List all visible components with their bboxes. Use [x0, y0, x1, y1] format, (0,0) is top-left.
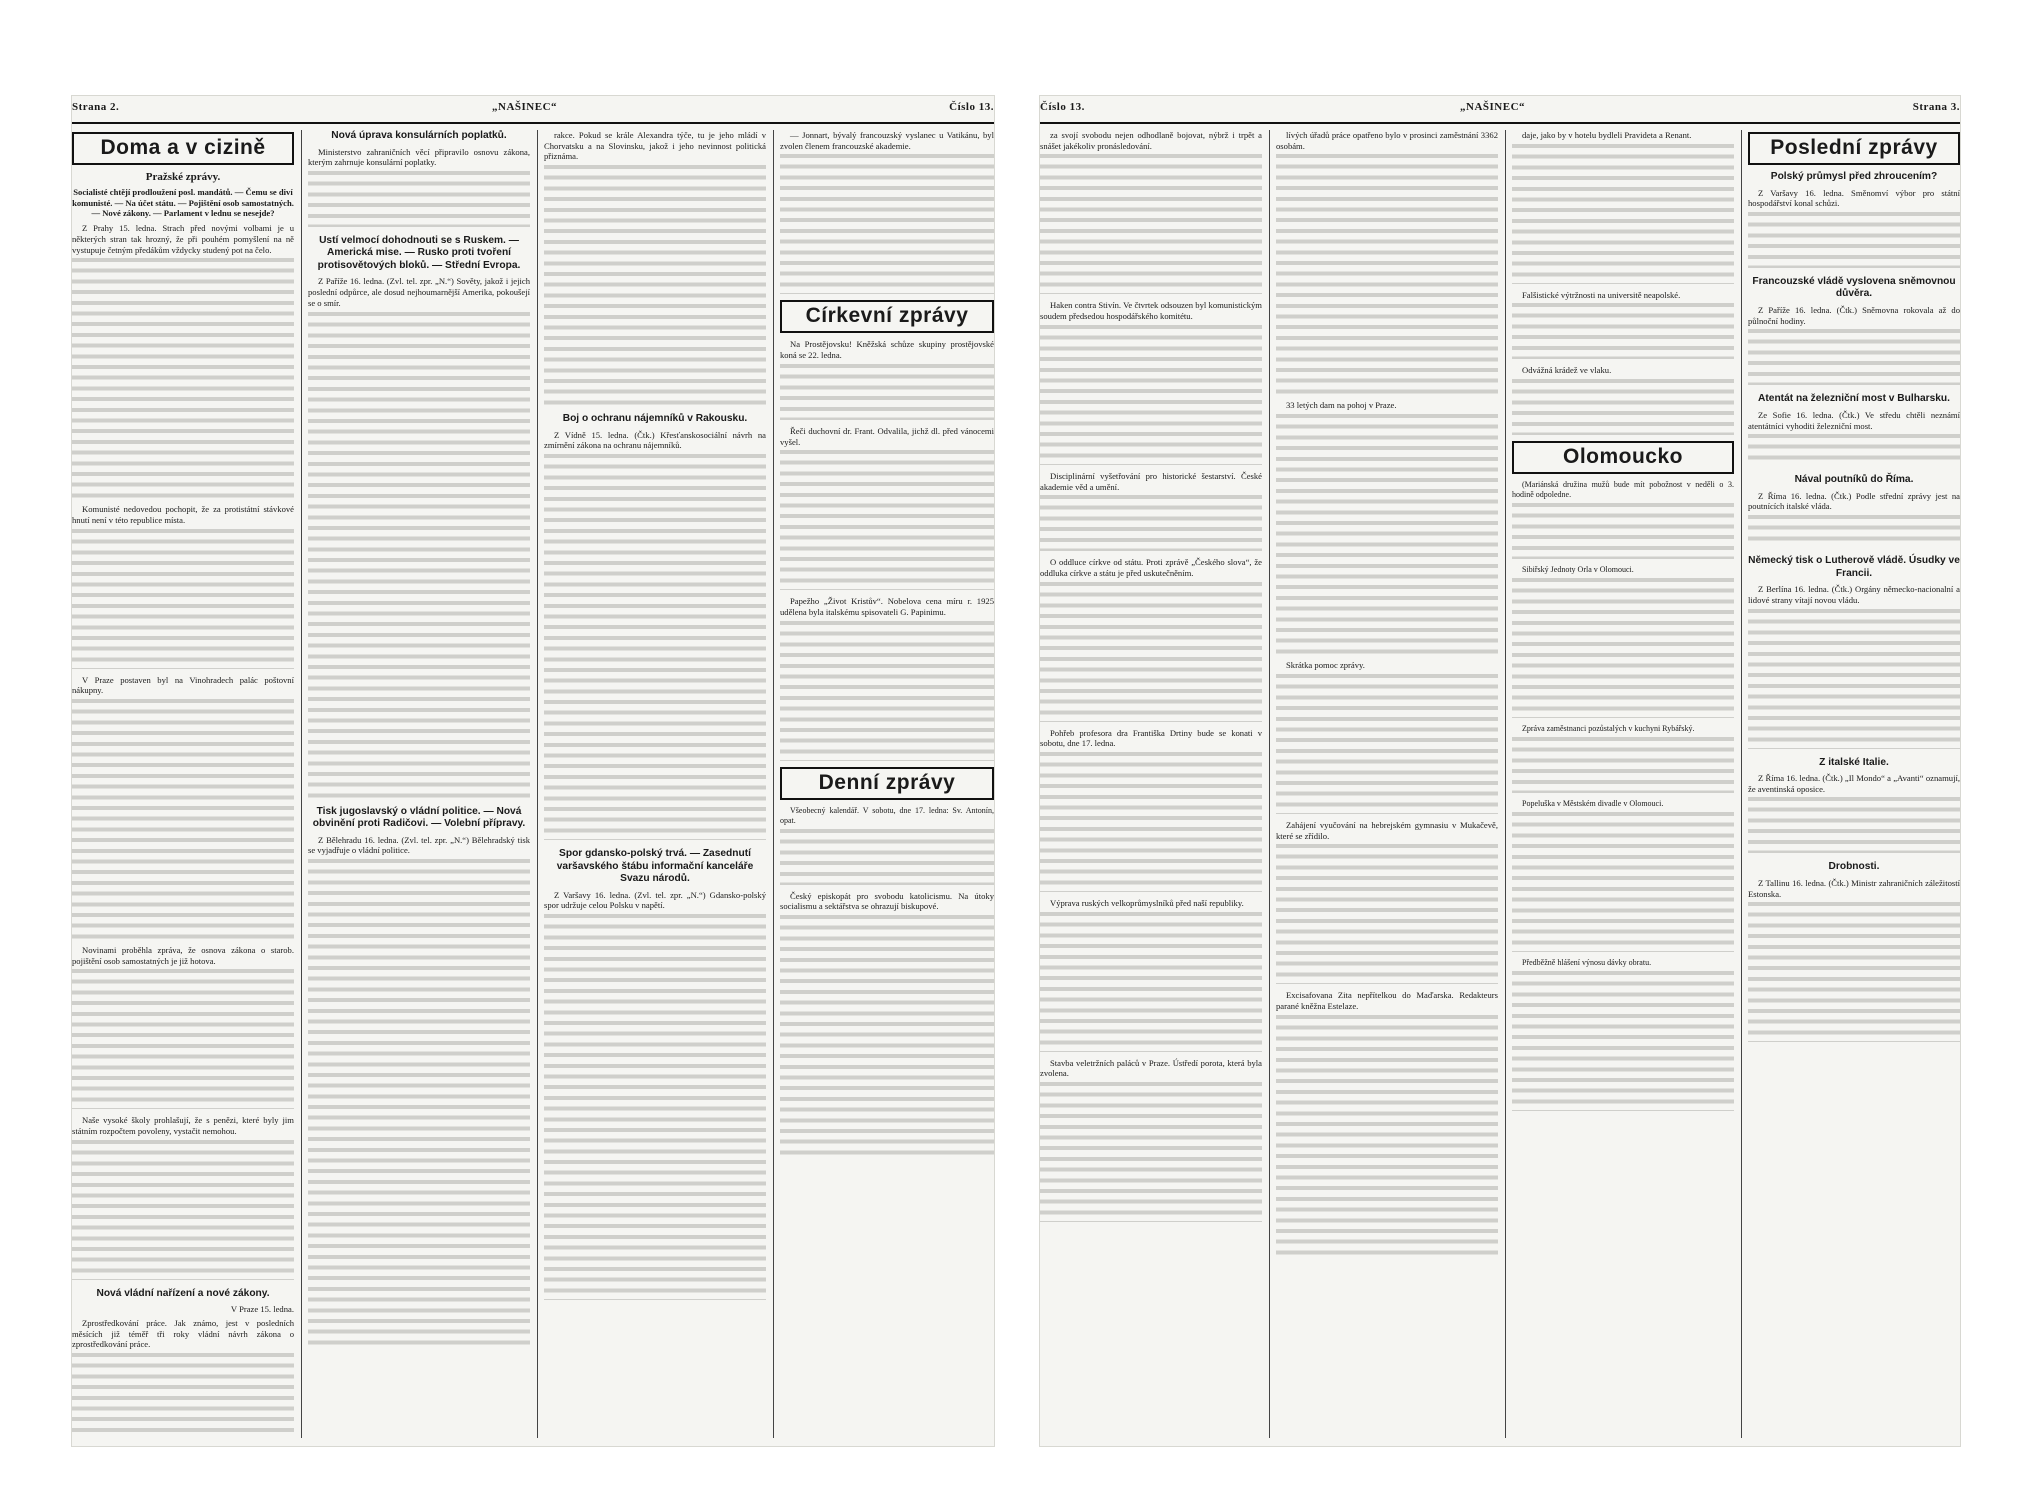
article-paragraph: Zprostředkování práce. Jak známo, jest v posledních měsících již téměř tři roky vládní návrh zákona o zprostředkování práce. [72, 1318, 294, 1350]
body-text [1040, 1082, 1262, 1222]
body-text [544, 1160, 766, 1300]
column-divider [1505, 130, 1506, 1438]
headline-nova-vladni-narizeni: Nová vládní nařízení a nové zákony. [96, 1287, 270, 1299]
column-divider [301, 130, 302, 1438]
column-divider [537, 130, 538, 1438]
body-text [1040, 154, 1262, 294]
body-text [1748, 609, 1960, 749]
article-paragraph: lívých úřadů práce opatřeno bylo v prosinci zaměstnání 3362 osobám. [1276, 130, 1498, 151]
left-column-4 [780, 130, 994, 1438]
article-paragraph: Z Tallinu 16. ledna. (Čtk.) Ministr zahraničních záležitostí Estonska. [1748, 877, 1960, 899]
section-title-posledni-zpravy: Poslední zprávy [1748, 132, 1960, 165]
article-paragraph: Z Berlína 16. ledna. (Čtk.) Orgány německo-nacionalní a lidové strany vítají novou vládu. [1748, 584, 1960, 605]
body-text [544, 914, 766, 1154]
left-running-head [72, 96, 994, 118]
body-text [72, 1353, 294, 1438]
body-text [1040, 912, 1262, 1052]
left-column-3 [544, 130, 766, 1438]
article-paragraph: Z Vídně 15. ledna. (Čtk.) Křesťanskosociální návrh na zmírnění zákona na ochranu nájemníků. [544, 429, 766, 451]
body-text [544, 165, 766, 405]
article-paragraph: Popeluška v Městském divadle v Olomouci. [1522, 799, 1664, 809]
article-paragraph: Ze Sofie 16. ledna. (Čtk.) Ve středu chtěli neznámí atentátníci vyhoditi železniční most. [1748, 409, 1960, 431]
article-paragraph: O oddluce církve od státu. Proti zprávě „Českého slova“, že oddluka církve a státu je před uskutečněním. [1040, 557, 1262, 578]
body-text [308, 171, 530, 227]
headline-polsky-prumysl: Polský průmysl před zhroucením? [1770, 171, 1938, 182]
body-text [1512, 503, 1734, 559]
headline-konsularni-poplatky: Nová úprava konsulárních poplatků. [331, 130, 507, 141]
section-title-doma-a-v-cizine: Doma a v cizině [72, 132, 294, 165]
article-paragraph: Skrátka pomoc zprávy. [1286, 660, 1365, 671]
column-divider [1741, 130, 1742, 1438]
headline-z-italske-italie: Z italské Italie. [1819, 756, 1889, 768]
headline-atentat-v-bulharsku: Atentát na železniční most v Bulharsku. [1758, 393, 1950, 405]
body-text [544, 700, 766, 840]
article-paragraph: — Jonnart, bývalý francouzský vyslanec u Vatikánu, byl zvolen členem francouzské akademie. [780, 130, 994, 151]
article-paragraph: Na Prostějovsku! Kněžská schůze skupiny prostějovské koná se 22. ledna. [780, 339, 994, 361]
article-lede: Socialisté chtějí prodloužení posl. mandátů. — Čemu se diví komunisté. — Na účet státu. — Pojištění osob samostatných. — Nové zákony. — Parlament v lednu se nesejde? [72, 187, 294, 219]
left-page [72, 96, 994, 1446]
headline-tisk-jugoslavsky: Tisk jugoslavský o vládní politice. — Nová obvinění proti Radičovi. — Volební přípravy. [312, 805, 526, 830]
body-text [544, 454, 766, 694]
body-text [1276, 844, 1498, 984]
headline-francouzske-vlade-duvera: Francouzské vládě vyslovena sněmovnou důvěra. [1752, 275, 1956, 300]
article-paragraph: Z Paříže 16. ledna. (Zvl. tel. zpr. „N.“) Sověty, jakož i jejich poslední odpůrce, ale dosud nejhoumarnější Amerika, pokoušejí se o smír. [308, 276, 530, 308]
body-text [72, 258, 294, 498]
section-title-olomoucko: Olomoucko [1512, 441, 1734, 474]
body-text [1040, 495, 1262, 551]
article-paragraph: Z Paříže 16. ledna. (Čtk.) Sněmovna rokovala až do půlnoční hodiny. [1748, 304, 1960, 326]
right-page [1040, 96, 1960, 1446]
article-paragraph: Řeči duchovní dr. Frant. Odvalila, jichž dl. před vánocemi vyšel. [780, 425, 994, 447]
body-text [1512, 303, 1734, 359]
body-text [1748, 515, 1960, 547]
headline-naval-poutniku: Nával poutníků do Říma. [1794, 474, 1914, 486]
body-text [780, 154, 994, 294]
article-paragraph: Všeobecný kalendář. V sobotu, dne 17. ledna: Sv. Antonín, opat. [780, 805, 994, 825]
left-page-label: Strana 2. [72, 101, 120, 113]
right-head-rule [1040, 122, 1960, 124]
article-paragraph: daje, jako by v hotelu bydleli Pravideta a Renant. [1522, 130, 1692, 140]
body-text [1512, 379, 1734, 435]
section-title-denni-zpravy: Denní zprávy [780, 767, 994, 800]
right-page-label: Strana 3. [1912, 101, 1960, 113]
article-paragraph: Disciplinární vyšetřování pro historické šestarství. České akademie věd a umění. [1040, 470, 1262, 492]
headline-usti-velmoci-s-ruskem: Ustí velmocí dohodnouti se s Ruskem. — Americká mise. — Rusko proti tvoření protisovětových bloků. — Střední Evropa. [317, 234, 521, 271]
body-text [1276, 1015, 1498, 1255]
body-text [1276, 414, 1498, 654]
article-paragraph: Výprava ruských velkoprůmyslníků před naší republiky. [1050, 898, 1244, 909]
right-column-4 [1748, 130, 1960, 1438]
body-text [72, 1140, 294, 1280]
article-paragraph: Komunisté nedovedou pochopit, že za protistátní stávkové hnutí není v této republice místa. [72, 504, 294, 525]
headline-spor-gdansko-polsky: Spor gdansko-polský trvá. — Zasednutí varšavského štábu informační kanceláře Svazu národů. [556, 848, 754, 885]
body-text [1512, 737, 1734, 793]
body-text [1040, 325, 1262, 465]
left-head-rule [72, 122, 994, 124]
body-text [72, 969, 294, 1109]
left-column-2 [308, 130, 530, 1438]
body-text [780, 364, 994, 420]
body-text [308, 1105, 530, 1345]
body-text [1040, 582, 1262, 722]
article-paragraph: Z Říma 16. ledna. (Čtk.) „Il Mondo“ a „Avanti“ oznamují, že aventinská oposice. [1748, 773, 1960, 794]
subsection-prazske-zpravy: Pražské zprávy. [145, 171, 221, 183]
article-paragraph: (Mariánská družina mužů bude mít pobožnost v neděli o 3. hodině odpoledne. [1512, 480, 1734, 500]
article-paragraph: V Praze postaven byl na Vinohradech palác poštovní nákupny. [72, 674, 294, 696]
headline-drobnosti: Drobnosti. [1828, 861, 1880, 873]
article-paragraph: Papežho „Život Kristův“. Nobelova cena míru r. 1925 udělena byla italskému spisovateli G. Papinimu. [780, 596, 994, 617]
article-paragraph: rakce. Pokud se krále Alexandra týče, tu je jeho mládí v Chorvatsku a na Slovinsku, jakož i jeho nevinnost politická přiznáma. [544, 130, 766, 162]
body-text [780, 450, 994, 590]
right-column-3 [1512, 130, 1734, 1438]
body-text [1040, 752, 1262, 892]
column-divider [1269, 130, 1270, 1438]
body-text [308, 558, 530, 798]
article-paragraph: Zahájení vyučování na hebrejském gymnasiu v Mukačevě, které se zřídilo. [1276, 819, 1498, 841]
right-column-2 [1276, 130, 1498, 1438]
body-text [1748, 434, 1960, 466]
body-text [1276, 154, 1498, 394]
article-paragraph: Stavba veletržních paláců v Praze. Ústředí porota, která byla zvolena. [1040, 1057, 1262, 1079]
body-text [1512, 971, 1734, 1111]
body-text [72, 699, 294, 939]
article-paragraph: Novinami proběhla zpráva, že osnova zákona o starob. pojištění osob samostatných je již hotova. [72, 945, 294, 966]
article-paragraph: Předběžně hlášení výnosu dávky obratu. [1522, 958, 1652, 968]
body-text [1512, 144, 1734, 284]
dateline: V Praze 15. ledna. [230, 1304, 294, 1315]
article-paragraph: Z Varšavy 16. ledna. Směnomví výbor pro státní hospodářství konal schůzi. [1748, 187, 1960, 209]
article-paragraph: za svojí svobodu nejen odhodlaně bojovat, nýbrž i trpět a snášet jakékoliv pronásledování. [1040, 130, 1262, 151]
article-paragraph: 33 letých dam na pohoj v Praze. [1286, 400, 1397, 411]
left-masthead: „NAŠINEC“ [492, 101, 558, 113]
left-issue-number: Číslo 13. [949, 101, 994, 113]
right-column-1 [1040, 130, 1262, 1438]
body-text [1748, 212, 1960, 268]
body-text [1512, 578, 1734, 718]
headline-ochrana-najemniku: Boj o ochranu nájemníků v Rakousku. [562, 413, 748, 425]
article-paragraph: Naše vysoké školy prohlašují, že s penězi, které byly jim státním rozpočtem povoleny, vystačit nemohou. [72, 1115, 294, 1137]
body-text [1748, 902, 1960, 1042]
article-paragraph: Český episkopát pro svobodu katolicismu. Na útoky socialismu a sektářstva se ohrazují biskupové. [780, 890, 994, 912]
body-text [308, 312, 530, 552]
right-running-head [1040, 96, 1960, 118]
left-column-1 [72, 130, 294, 1438]
body-text [1748, 329, 1960, 385]
body-text [1748, 797, 1960, 853]
right-issue-number: Číslo 13. [1040, 101, 1085, 113]
headline-nemecky-tisk: Německý tisk o Lutherově vládě. Úsudky ve Francii. [1748, 555, 1960, 579]
article-paragraph: Pohřeb profesora dra Františka Drtiny bude se konati v sobotu, dne 17. ledna. [1040, 727, 1262, 749]
article-paragraph: Z Říma 16. ledna. (Čtk.) Podle střední zprávy jest na poutnících italské vláda. [1748, 490, 1960, 512]
article-paragraph: Haken contra Stivín. Ve čtvrtek odsouzen byl komunistickým soudem předsedou hospodářského komitétu. [1040, 300, 1262, 322]
column-divider [773, 130, 774, 1438]
section-title-cirkevni-zpravy: Církevní zprávy [780, 300, 994, 333]
article-paragraph: Ministerstvo zahraničních věcí připravilo osnovu zákona, kterým zahrnuje konsulární poplatky. [308, 146, 530, 168]
body-text [1512, 812, 1734, 952]
body-text [308, 859, 530, 1099]
article-paragraph: Falšistické výtržnosti na universitě neapolské. [1522, 289, 1681, 300]
article-paragraph: Z Bělehradu 16. ledna. (Zvl. tel. zpr. „N.“) Bělehradský tisk se vyjadřuje o vládní politice. [308, 834, 530, 856]
right-masthead: „NAŠINEC“ [1460, 101, 1526, 113]
article-paragraph: Z Prahy 15. ledna. Strach před novými volbami je u některých stran tak hrozný, že při pouhém pomyšlení na ně vystupuje četným předákům vždycky studený pot na čelo. [72, 223, 294, 255]
article-paragraph: Excisafovana Zita nepřítelkou do Maďarska. Redakteurs parané kněžna Estelaze. [1276, 990, 1498, 1011]
article-paragraph: Zpráva zaměstnanci pozůstalých v kuchyni Rybářský. [1522, 724, 1695, 734]
body-text [780, 829, 994, 885]
body-text [72, 529, 294, 669]
body-text [780, 915, 994, 1155]
article-paragraph: Z Varšavy 16. ledna. (Zvl. tel. zpr. „N.“) Gdansko-polský spor udržuje celou Polsku v napětí. [544, 889, 766, 911]
body-text [780, 621, 994, 761]
article-paragraph: Sibiřský Jednoty Orla v Olomouci. [1522, 565, 1634, 575]
body-text [1276, 674, 1498, 814]
article-paragraph: Odvážná krádež ve vlaku. [1522, 365, 1612, 376]
